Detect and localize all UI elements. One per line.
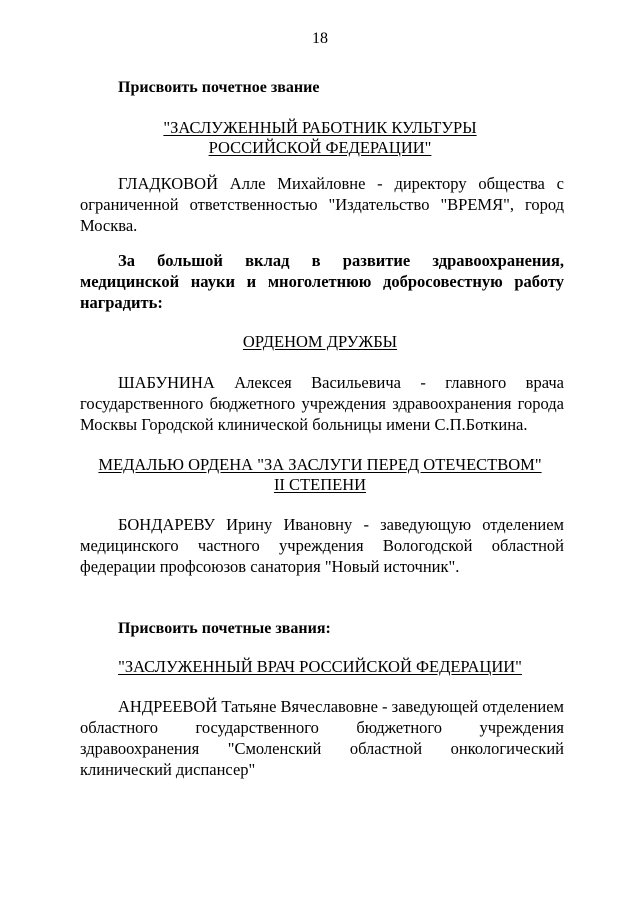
medal-title-line2: II СТЕПЕНИ: [273, 475, 367, 494]
title-honored-doctor: [0, 657, 640, 677]
recipient-andreeva: [80, 696, 564, 780]
section-heading-honorary-titles: Присвоить почетные звания:: [118, 620, 331, 637]
title-culture-worker-line1: "ЗАСЛУЖЕННЫЙ РАБОТНИК КУЛЬТУРЫ: [163, 118, 477, 137]
title-culture-worker: [0, 118, 640, 158]
award-intro: [80, 250, 564, 313]
order-of-friendship-text: ОРДЕНОМ ДРУЖБЫ: [242, 332, 398, 351]
section-heading-honorary-title: Присвоить почетное звание: [118, 79, 320, 96]
recipient-andreeva-text: АНДРЕЕВОЙ Татьяне Вячеславовне - заведующей отделением областного государственного бюджетного учреждения здравоохранения "Смоленский областной онкологический клинический диспансер": [80, 697, 564, 779]
recipient-shabunin-text: ШАБУНИНА Алексея Васильевича - главного врача государственного бюджетного учреждения здравоохранения города Москвы Городской клинической больницы имени С.П.Боткина.: [80, 373, 564, 434]
recipient-gladkova-text: ГЛАДКОВОЙ Алле Михайловне - директору общества с ограниченной ответственностью "Издательство "ВРЕМЯ", город Москва.: [80, 174, 564, 235]
recipient-bondareva: [80, 514, 564, 577]
recipient-bondareva-text: БОНДАРЕВУ Ирину Ивановну - заведующую отделением медицинского частного учреждения Вологодской областной федерации профсоюзов санатория "Новый источник".: [80, 515, 564, 576]
title-honored-doctor-text: "ЗАСЛУЖЕННЫЙ ВРАЧ РОССИЙСКОЙ ФЕДЕРАЦИИ": [118, 657, 522, 676]
page-number: 18: [312, 30, 328, 47]
award-intro-text: За большой вклад в развитие здравоохранения, медицинской науки и многолетнюю добросовестную работу наградить:: [80, 251, 564, 312]
order-of-friendship-title: [0, 332, 640, 352]
medal-title: [0, 455, 640, 495]
recipient-shabunin: [80, 372, 564, 435]
recipient-gladkova: [80, 173, 564, 236]
medal-title-line1: МЕДАЛЬЮ ОРДЕНА "ЗА ЗАСЛУГИ ПЕРЕД ОТЕЧЕСТВОМ": [98, 455, 542, 474]
title-culture-worker-line2: РОССИЙСКОЙ ФЕДЕРАЦИИ": [208, 138, 432, 157]
